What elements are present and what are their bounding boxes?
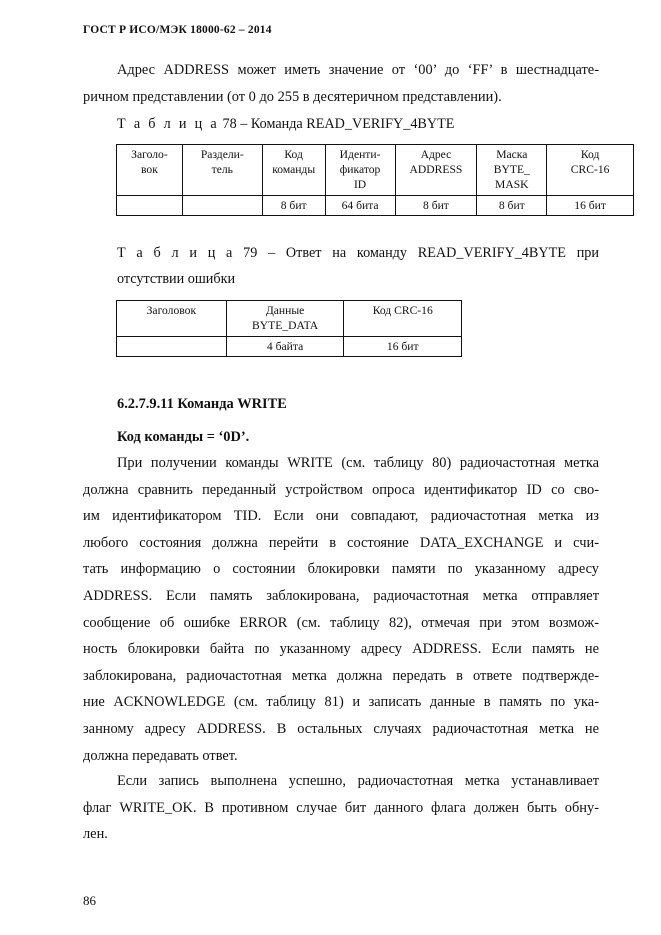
table78-caption-title: 78 – Команда READ_VERIFY_4BYTE: [222, 116, 455, 132]
table79-size-cell: 4 байта: [226, 337, 344, 357]
table79-header-cell: [226, 301, 344, 337]
paragraph-line: лен.: [83, 826, 108, 843]
intro-line-1: Адрес ADDRESS может иметь значение от ‘00’ до ‘FF’ в шестнадцате-: [117, 62, 599, 78]
table79-header-text: Данные: [265, 304, 305, 317]
paragraph-line: ние ACKNOWLEDGE (см. таблицу 81) и записать данные в память по ука-: [83, 694, 599, 711]
table78-caption-prefix: Т а б л и ц а: [117, 116, 219, 132]
table78-header-text: Код: [580, 148, 600, 161]
document-header: ГОСТ Р ИСО/МЭК 18000-62 – 2014: [83, 24, 272, 36]
table78-header-cell: [325, 145, 395, 196]
table-79-size-row: [117, 337, 462, 357]
table-79: [116, 300, 462, 357]
table78-header-cell: [395, 145, 477, 196]
paragraph-line: заблокирована, радиочастотная метка должна передать в ответе подтвержде-: [83, 667, 599, 684]
table78-header-text: Заголо-: [131, 148, 168, 161]
table79-header-text: BYTE_DATA: [252, 319, 319, 332]
table78-header-text: ID: [353, 178, 367, 191]
table78-size-cell: 64 бита: [325, 196, 395, 216]
table78-header-cell: [262, 145, 325, 196]
table-78-size-row: [117, 196, 634, 216]
table78-size-cell: [117, 196, 183, 216]
table78-size-cell: 8 бит: [395, 196, 477, 216]
table78-header-text: фикатор: [339, 163, 381, 176]
table79-header-text: Заголовок: [146, 304, 197, 317]
paragraph-line: сообщение об ошибке ERROR (см. таблицу 82), отмечая при этом возмож-: [83, 614, 599, 631]
paragraph-line: им идентификатором TID. Если они совпадают, радиочастотная метка из: [83, 508, 599, 525]
table78-header-text: Адрес: [420, 148, 452, 161]
paragraph-line: ность блокировки байта по указанному адресу ADDRESS. Если память не: [83, 641, 599, 658]
table78-header-cell: [547, 145, 634, 196]
table78-header-text: Раздели-: [200, 148, 244, 161]
paragraph-line: При получении команды WRITE (см. таблицу 80) радиочастотная метка: [117, 455, 599, 471]
table78-header-text: ADDRESS: [409, 163, 463, 176]
table78-header-text: вок: [141, 163, 158, 176]
paragraph-line: должна передавать ответ.: [83, 747, 238, 764]
paragraph-line: тать информацию о состоянии блокировки памяти по указанному адресу: [83, 561, 599, 578]
table78-size-cell: 8 бит: [477, 196, 547, 216]
paragraph-line: любого состояния должна перейти в состояние DATA_EXCHANGE и счи-: [83, 534, 599, 551]
table78-header-cell: [477, 145, 547, 196]
table79-size-cell: 16 бит: [344, 337, 462, 357]
page-number: 86: [83, 893, 96, 908]
table78-header-text: Код: [284, 148, 303, 161]
table78-header-cell: [182, 145, 262, 196]
paragraph-line: должна сравнить переданный устройством опроса идентификатор ID со сво-: [83, 481, 599, 498]
table78-caption: [117, 116, 454, 133]
table78-header-text: BYTE_: [493, 163, 530, 176]
paragraph-line: Если запись выполнена успешно, радиочастотная метка устанавливает: [117, 773, 599, 789]
table79-size-cell: [117, 337, 227, 357]
table-79-header-row: [117, 301, 462, 337]
table78-header-text: CRC-16: [570, 163, 610, 176]
table78-header-text: Маска: [496, 148, 528, 161]
table78-header-text: тель: [211, 163, 233, 176]
table79-header-cell: [117, 301, 227, 337]
command-code-line: Код команды = ‘0D’.: [117, 429, 250, 445]
table78-header-cell: [117, 145, 183, 196]
table78-size-cell: 8 бит: [262, 196, 325, 216]
intro-line-2: ричном представлении (от 0 до 255 в десятеричном представлении).: [83, 89, 502, 105]
table79-header-cell: [344, 301, 462, 337]
table78-size-cell: [182, 196, 262, 216]
table-78-header-row: [117, 145, 634, 196]
table78-header-text: Иденти-: [339, 148, 381, 161]
paragraph-line: занному адресу ADDRESS. В остальных случаях радиочастотная метка не: [83, 721, 599, 737]
table78-header-text: команды: [272, 163, 316, 176]
table78-header-text: MASK: [495, 178, 529, 191]
paragraph-line: флаг WRITE_OK. В противном случае бит данного флага должен быть обну-: [83, 799, 599, 816]
table79-header-text: Код CRC-16: [372, 304, 433, 317]
table-78: [116, 144, 634, 216]
table79-caption-line-1: Т а б л и ц а 79 – Ответ на команду READ_VERIFY_4BYTE при: [117, 245, 599, 261]
paragraph-line: ADDRESS. Если память заблокирована, радиочастотная метка отправляет: [83, 588, 599, 604]
section-heading: 6.2.7.9.11 Команда WRITE: [117, 396, 287, 412]
table78-size-cell: 16 бит: [547, 196, 634, 216]
table79-caption-line-2: отсутствии ошибки: [117, 271, 236, 287]
